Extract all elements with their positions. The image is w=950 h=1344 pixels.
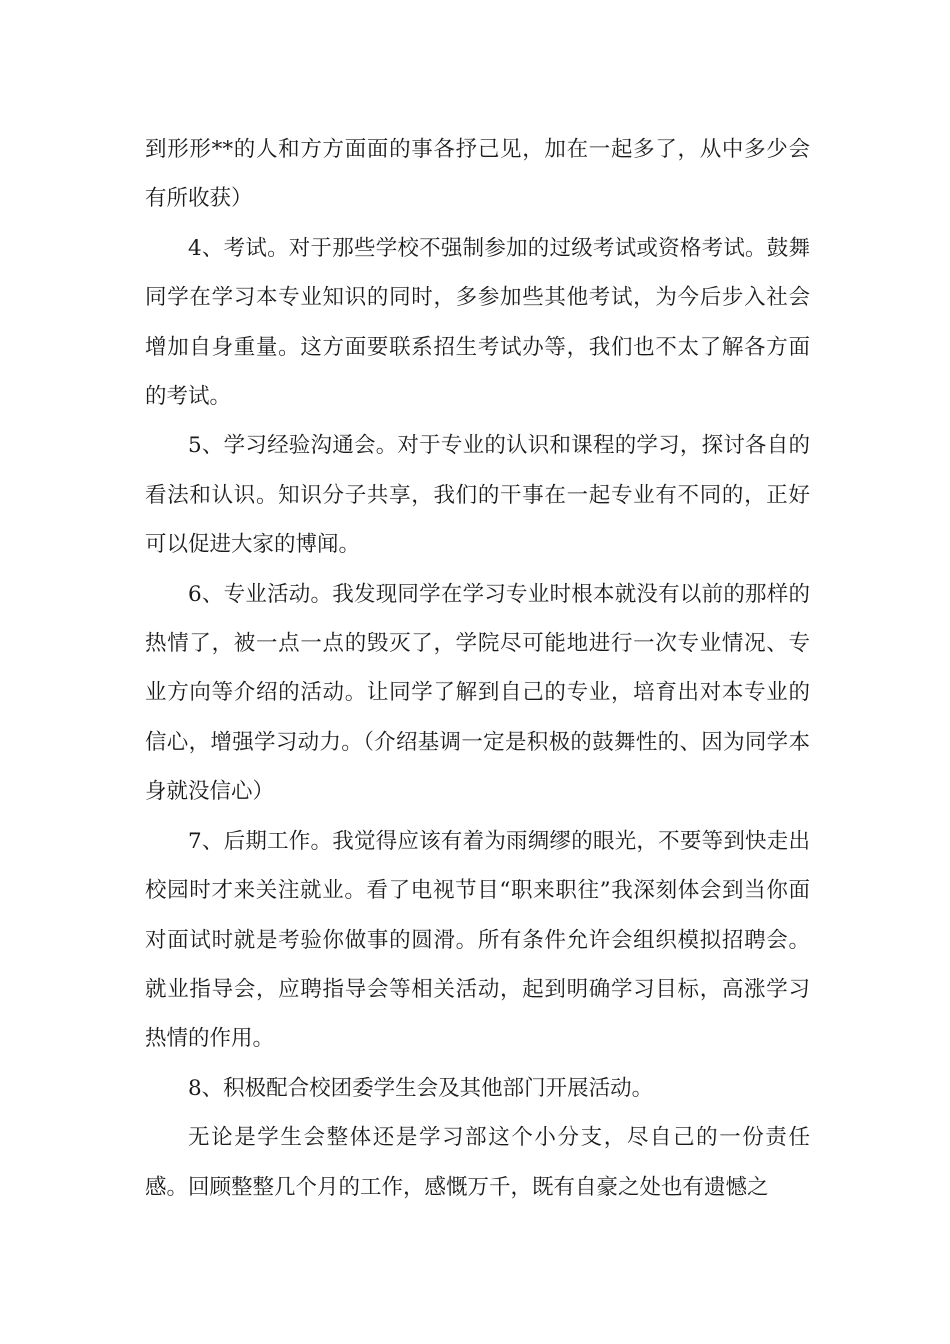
- paragraph-item-7-later-work: 7、后期工作。我觉得应该有着为雨绸缪的眼光，不要等到快走出校园时才来关注就业。看了电视节目“职来职往”我深刻体会到当你面对面试时就是考验你做事的圆滑。所有条件允许会组织模拟招聘会。就业指导会，应聘指导会等相关活动，起到明确学习目标，高涨学习热情的作用。: [145, 828, 810, 1052]
- paragraph-conclusion: 无论是学生会整体还是学习部这个小分支，尽自己的一份责任感。回顾整整几个月的工作，感慨万千，既有自豪之处也有遗憾之: [145, 1125, 810, 1200]
- paragraph-item-6-major-activities: 6、专业活动。我发现同学在学习专业时根本就没有以前的那样的热情了，被一点一点的毁灭了，学院尽可能地进行一次专业情况、专业方向等介绍的活动。让同学了解到自己的专业，培育出对本专业的信心，增强学习动力。（介绍基调一定是积极的鼓舞性的、因为同学本身就没信心）: [145, 581, 810, 805]
- paragraph-continued: 到形形**的人和方方面面的事各抒己见，加在一起多了，从中多少会有所收获）: [145, 137, 810, 212]
- document-body: [145, 125, 810, 1212]
- paragraph-item-4-exams: 4、考试。对于那些学校不强制参加的过级考试或资格考试。鼓舞同学在学习本专业知识的同时，多参加些其他考试，为今后步入社会增加自身重量。这方面要联系招生考试办等，我们也不太了解各方面的考试。: [145, 235, 810, 410]
- paragraph-item-8-cooperation: 8、积极配合校团委学生会及其他部门开展活动。: [188, 1075, 654, 1101]
- paragraph-item-5-study-exchange: 5、学习经验沟通会。对于专业的认识和课程的学习，探讨各自的看法和认识。知识分子共享，我们的干事在一起专业有不同的，正好可以促进大家的博闻。: [145, 433, 810, 558]
